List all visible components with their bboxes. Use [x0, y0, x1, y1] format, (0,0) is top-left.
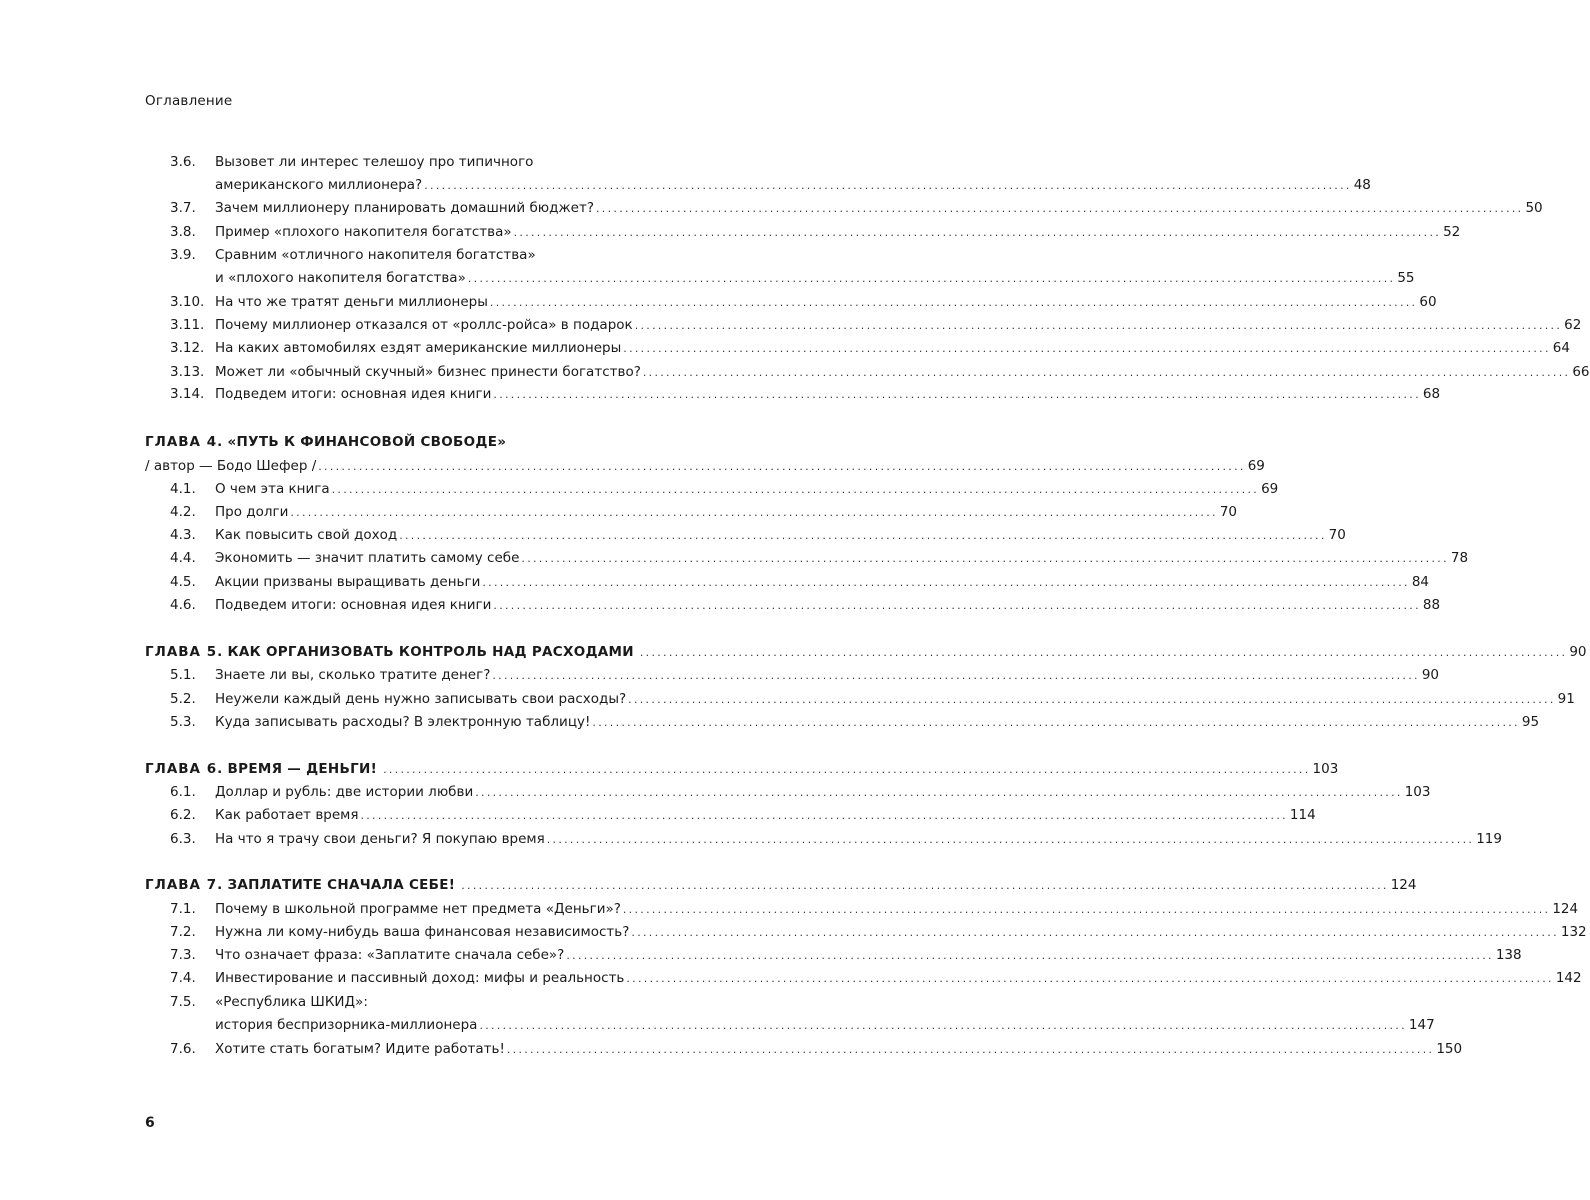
- toc-entry: [145, 572, 1429, 592]
- toc-entry-number: 3.13.: [170, 364, 205, 380]
- toc-entry-body: [215, 712, 1540, 733]
- dot-leader: ................................................................................................................................................................: [492, 669, 1420, 682]
- toc-entry-page: 52: [1443, 224, 1461, 240]
- toc-entry-body: [215, 502, 1238, 523]
- toc-entry: [145, 922, 1587, 942]
- toc-entry-title-line1: Сравним «отличного накопителя богатства»: [215, 247, 536, 263]
- toc-entry-number: 5.1.: [170, 667, 196, 683]
- toc-entry-title: Неужели каждый день нужно записывать свои расходы?: [215, 691, 627, 707]
- toc-entry-body: [215, 479, 1279, 500]
- toc-entry: [145, 1015, 1435, 1035]
- toc-entry: [145, 712, 1540, 732]
- toc-entry: [145, 502, 1238, 522]
- toc-entry-body: [215, 338, 1570, 359]
- dot-leader: ................................................................................................................................................................: [566, 949, 1494, 962]
- dot-leader: ................................................................................................................................................................: [461, 879, 1389, 892]
- toc-entry-number: 5.3.: [170, 714, 196, 730]
- toc-entry-number: 3.11.: [170, 317, 205, 333]
- toc-entry-page: 69: [1261, 481, 1279, 497]
- chapter-title: [145, 758, 377, 780]
- toc-entry-title: Может ли «обычный скучный» бизнес принести богатство?: [215, 364, 641, 380]
- toc-entry-number: 6.3.: [170, 831, 196, 847]
- toc-entry: [145, 525, 1346, 545]
- chapter-page: 90: [1569, 644, 1587, 660]
- toc-entry-body: [215, 829, 1502, 850]
- toc-entry-body: [215, 384, 1441, 405]
- toc-entry-title: и «плохого накопителя богатства»: [215, 270, 466, 286]
- toc-entry: [145, 198, 1543, 218]
- toc-entry-number: 3.10.: [170, 294, 205, 310]
- toc-entry-body: [215, 945, 1522, 966]
- toc-entry: [145, 338, 1570, 358]
- toc-entry-page: 95: [1521, 714, 1540, 730]
- toc-entry-page: 84: [1411, 574, 1429, 590]
- toc-entry: [145, 1039, 1463, 1059]
- dot-leader: ................................................................................................................................................................: [482, 576, 1410, 589]
- chapter-title: [145, 431, 506, 453]
- toc-entry-page: 124: [1552, 901, 1579, 917]
- toc-entry: [145, 292, 1437, 312]
- chapter-author: / автор — Бодо Шефер /: [145, 458, 317, 474]
- dot-leader: ................................................................................................................................................................: [623, 342, 1551, 355]
- toc-entry-body: [215, 782, 1431, 803]
- dot-leader: ................................................................................................................................................................: [493, 599, 1421, 612]
- chapter-heading: [145, 641, 1587, 663]
- toc-entry-title: Зачем миллионеру планировать домашний бюджет?: [215, 200, 595, 216]
- dot-leader: ................................................................................................................................................................: [521, 552, 1449, 565]
- toc-entry: [145, 968, 1582, 988]
- toc-entry-title: Про долги: [215, 504, 289, 520]
- toc-entry-number: 3.9.: [170, 247, 196, 263]
- toc-entry-number: 4.1.: [170, 481, 196, 497]
- toc-entry-title: Нужна ли кому-нибудь ваша финансовая независимость?: [215, 924, 630, 940]
- toc-entry-line: [145, 152, 735, 172]
- toc-entry-number: 3.14.: [170, 386, 205, 402]
- toc-entry-body: [215, 572, 1429, 593]
- toc-entry-title: американского миллионера?: [215, 177, 423, 193]
- toc-entry-body: [215, 689, 1575, 710]
- toc-entry-body: [215, 315, 1582, 336]
- toc-entry-body: [215, 665, 1440, 686]
- toc-entry-number: 3.6.: [170, 154, 196, 170]
- toc-entry: [145, 829, 1502, 849]
- dot-leader: ................................................................................................................................................................: [642, 366, 1571, 379]
- dot-leader: ................................................................................................................................................................: [628, 693, 1556, 706]
- toc-entry-body: [215, 805, 1316, 826]
- running-header: Оглавление: [145, 93, 233, 109]
- toc-entry-number: 6.1.: [170, 784, 196, 800]
- toc-entry-number: 4.6.: [170, 597, 196, 613]
- toc-entry-title: Знаете ли вы, сколько тратите денег?: [215, 667, 491, 683]
- toc-entry-page: 66: [1572, 364, 1590, 380]
- page-number: 6: [145, 1115, 155, 1131]
- toc-entry-body: [215, 899, 1579, 920]
- toc-entry-body: [215, 222, 1461, 243]
- toc-entry-title: Экономить — значит платить самому себе: [215, 550, 520, 566]
- toc-entry: [145, 479, 1279, 499]
- toc-entry: [145, 175, 1371, 195]
- toc-entry-title: Что означает фраза: «Заплатите сначала себе»?: [215, 947, 565, 963]
- toc-entry-line: [145, 245, 735, 265]
- dot-leader: ................................................................................................................................................................: [360, 809, 1288, 822]
- toc-entry: [145, 595, 1441, 615]
- toc-entry-title: история беспризорника-миллионера: [215, 1017, 478, 1033]
- chapter-name: . КАК ОРГАНИЗОВАТЬ КОНТРОЛЬ НАД РАСХОДАМИ: [217, 644, 634, 660]
- toc-entry-page: 62: [1564, 317, 1582, 333]
- toc-entry-number: 4.4.: [170, 550, 196, 566]
- toc-entry-number: 3.12.: [170, 340, 205, 356]
- toc-entry-number: 4.5.: [170, 574, 196, 590]
- dot-leader: ................................................................................................................................................................: [639, 646, 1568, 659]
- toc-entry-body: [215, 525, 1346, 546]
- dot-leader: ................................................................................................................................................................: [513, 226, 1442, 239]
- toc-entry-title: Как повысить свой доход: [215, 527, 398, 543]
- toc-entry-page: 70: [1328, 527, 1346, 543]
- toc-entry-page: 138: [1495, 947, 1522, 963]
- toc-entry-page: 64: [1552, 340, 1570, 356]
- toc-entry-page: 114: [1289, 807, 1316, 823]
- table-of-contents: [145, 0, 1590, 1200]
- toc-entry-number: 4.2.: [170, 504, 196, 520]
- chapter-page: 124: [1390, 877, 1417, 893]
- toc-entry-page: 55: [1397, 270, 1415, 286]
- toc-entry: [145, 362, 1590, 382]
- chapter-name: . ВРЕМЯ — ДЕНЬГИ!: [217, 761, 378, 777]
- chapter-author-line: [145, 456, 1265, 476]
- toc-entry-page: 50: [1525, 200, 1543, 216]
- toc-entry-number: 7.2.: [170, 924, 196, 940]
- toc-entry: [145, 222, 1461, 242]
- toc-entry-page: 103: [1404, 784, 1431, 800]
- toc-entry-body: [215, 362, 1590, 383]
- toc-entry-title: Почему миллионер отказался от «роллс-ройса» в подарок: [215, 317, 633, 333]
- toc-entry-number: 6.2.: [170, 807, 196, 823]
- toc-entry-body: [215, 922, 1587, 943]
- toc-entry: [145, 384, 1441, 404]
- chapter-page: 103: [1312, 761, 1339, 777]
- chapter-heading: [145, 874, 1417, 896]
- dot-leader: ................................................................................................................................................................: [506, 1043, 1435, 1056]
- toc-entry-body: [215, 292, 1437, 313]
- toc-entry-body: [215, 198, 1543, 219]
- dot-leader: ................................................................................................................................................................: [626, 972, 1554, 985]
- toc-entry-body: [215, 152, 735, 172]
- dot-leader: ................................................................................................................................................................: [318, 460, 1246, 473]
- toc-entry-page: 119: [1476, 831, 1502, 847]
- toc-entry-title: Как работает время: [215, 807, 359, 823]
- toc-entry-title: Пример «плохого накопителя богатства»: [215, 224, 512, 240]
- chapter-heading: [145, 431, 735, 453]
- toc-entry-page: 142: [1555, 970, 1582, 986]
- dot-leader: ................................................................................................................................................................: [592, 716, 1520, 729]
- dot-leader: ................................................................................................................................................................: [331, 483, 1260, 496]
- dot-leader: ................................................................................................................................................................: [493, 388, 1421, 401]
- toc-entry-page: 88: [1422, 597, 1441, 613]
- toc-entry-title: На что же тратят деньги миллионеры: [215, 294, 488, 310]
- toc-entry: [145, 665, 1440, 685]
- toc-entry-body: [215, 595, 1441, 616]
- toc-entry-body: [215, 992, 735, 1012]
- chapter-heading: [145, 758, 1339, 780]
- toc-entry-body: [215, 1039, 1463, 1060]
- toc-entry-page: 150: [1436, 1041, 1463, 1057]
- toc-entry-number: 7.6.: [170, 1041, 196, 1057]
- dot-leader: ................................................................................................................................................................: [596, 202, 1524, 215]
- toc-entry-page: 78: [1450, 550, 1469, 566]
- dot-leader: ................................................................................................................................................................: [489, 296, 1418, 309]
- toc-entry: [145, 548, 1469, 568]
- toc-entry-body: [215, 1015, 1435, 1036]
- chapter-title: [145, 874, 455, 896]
- dot-leader: ................................................................................................................................................................: [634, 319, 1563, 332]
- toc-entry-title: О чем эта книга: [215, 481, 330, 497]
- toc-entry-number: 7.1.: [170, 901, 196, 917]
- toc-entry: [145, 782, 1431, 802]
- toc-entry-body: [215, 548, 1469, 569]
- dot-leader: ................................................................................................................................................................: [475, 786, 1403, 799]
- toc-entry-body: [215, 968, 1582, 989]
- toc-entry-page: 60: [1419, 294, 1437, 310]
- dot-leader: ................................................................................................................................................................: [424, 179, 1352, 192]
- dot-leader: ................................................................................................................................................................: [546, 833, 1475, 846]
- toc-entry-page: 48: [1353, 177, 1371, 193]
- toc-entry-number: 3.7.: [170, 200, 196, 216]
- toc-entry: [145, 945, 1522, 965]
- toc-entry-title: Инвестирование и пассивный доход: мифы и реальность: [215, 970, 625, 986]
- toc-entry-number: 7.5.: [170, 994, 196, 1010]
- toc-entry-title: Подведем итоги: основная идея книги: [215, 597, 492, 613]
- toc-entry: [145, 315, 1582, 335]
- toc-entry-title-line1: «Республика ШКИД»:: [215, 994, 368, 1010]
- toc-entry-body: [215, 175, 1371, 196]
- dot-leader: ................................................................................................................................................................: [479, 1019, 1407, 1032]
- chapter-label: ГЛАВА 4: [145, 434, 218, 450]
- toc-entry-title-line1: Вызовет ли интерес телешоу про типичного: [215, 154, 534, 170]
- dot-leader: ................................................................................................................................................................: [631, 926, 1559, 939]
- toc-entry-page: 90: [1421, 667, 1440, 683]
- toc-entry-page: 68: [1422, 386, 1441, 402]
- chapter-name: . «ПУТЬ К ФИНАНСОВОЙ СВОБОДЕ»: [217, 434, 507, 450]
- toc-entry-page: 147: [1408, 1017, 1435, 1033]
- toc-entry-title: На каких автомобилях ездят американские миллионеры: [215, 340, 622, 356]
- toc-entry-title: Хотите стать богатым? Идите работать!: [215, 1041, 505, 1057]
- toc-entry-title: Акции призваны выращивать деньги: [215, 574, 481, 590]
- toc-entry-title: На что я трачу свои деньги? Я покупаю время: [215, 831, 545, 847]
- toc-entry-number: 7.4.: [170, 970, 196, 986]
- toc-entry-title: Куда записывать расходы? В электронную таблицу!: [215, 714, 591, 730]
- toc-entry-body: [215, 245, 735, 265]
- dot-leader: ................................................................................................................................................................: [290, 506, 1218, 519]
- chapter-page: 69: [1247, 458, 1265, 474]
- dot-leader: ................................................................................................................................................................: [383, 763, 1311, 776]
- toc-entry: [145, 805, 1316, 825]
- toc-entry-page: 91: [1557, 691, 1575, 707]
- toc-entry-title: Подведем итоги: основная идея книги: [215, 386, 492, 402]
- toc-entry-number: 7.3.: [170, 947, 196, 963]
- toc-entry-page: 132: [1560, 924, 1587, 940]
- chapter-title: [145, 641, 634, 663]
- toc-entry-number: 3.8.: [170, 224, 196, 240]
- toc-entry-line: [145, 992, 735, 1012]
- toc-entry-title: Доллар и рубль: две истории любви: [215, 784, 474, 800]
- toc-entry-number: 5.2.: [170, 691, 196, 707]
- toc-entry: [145, 899, 1579, 919]
- toc-entry-number: 4.3.: [170, 527, 196, 543]
- toc-entry: [145, 689, 1575, 709]
- chapter-label: ГЛАВА 7: [145, 877, 218, 893]
- dot-leader: ................................................................................................................................................................: [622, 903, 1551, 916]
- toc-entry-title: Почему в школьной программе нет предмета «Деньги»?: [215, 901, 621, 917]
- chapter-label: ГЛАВА 5: [145, 644, 218, 660]
- toc-entry: [145, 268, 1415, 288]
- dot-leader: ................................................................................................................................................................: [399, 529, 1327, 542]
- dot-leader: ................................................................................................................................................................: [467, 272, 1396, 285]
- chapter-label: ГЛАВА 6: [145, 761, 218, 777]
- chapter-name: . ЗАПЛАТИТЕ СНАЧАЛА СЕБЕ!: [217, 877, 456, 893]
- toc-entry-body: [215, 268, 1415, 289]
- toc-entry-page: 70: [1219, 504, 1238, 520]
